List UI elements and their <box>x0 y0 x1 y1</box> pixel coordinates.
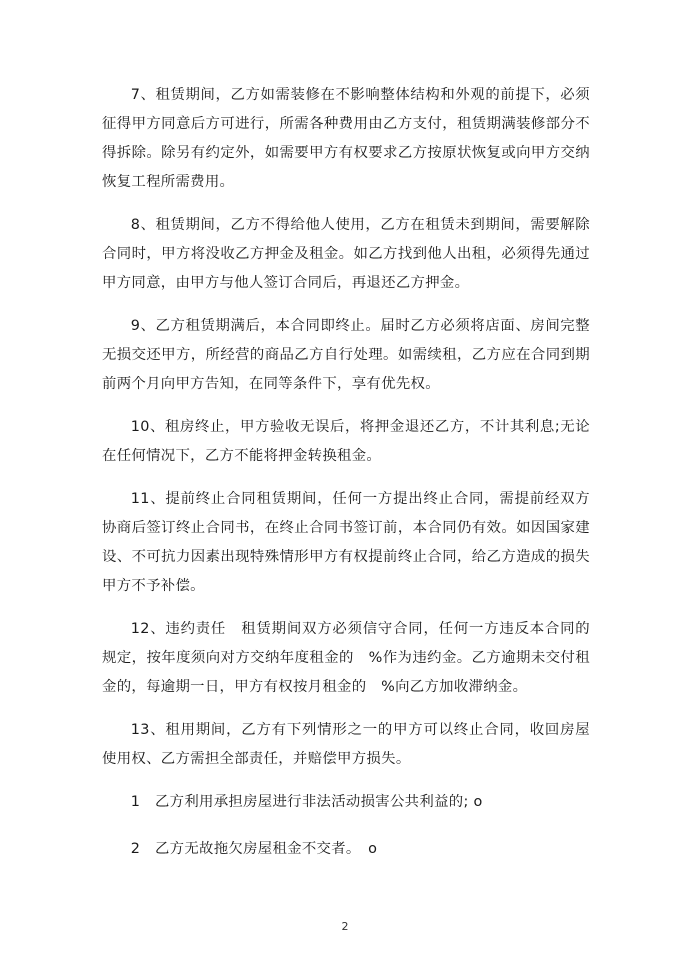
clause-7: 7、租赁期间，乙方如需装修在不影响整体结构和外观的前提下，必须征得甲方同意后方可进行，所需各种费用由乙方支付，租赁期满装修部分不得拆除。除另有约定外，如需要甲方有权要求乙方按原状恢复或向甲方交纳恢复工程所需费用。 <box>102 87 590 190</box>
clause-12: 12、违约责任 租赁期间双方必须信守合同，任何一方违反本合同的规定，按年度须向对方交纳年度租金的 %作为违约金。乙方逾期未交付租金的，每逾期一日，甲方有权按月租金的 %向乙方加收滞纳金。 <box>102 621 590 695</box>
list-item-1: 1 乙方利用承担房屋进行非法活动损害公共利益的; o <box>130 794 483 810</box>
clause-11: 11、提前终止合同租赁期间，任何一方提出终止合同，需提前经双方协商后签订终止合同书，在终止合同书签订前，本合同仍有效。如因国家建设、不可抗力因素出现特殊情形甲方有权提前终止合同，给乙方造成的损失甲方不予补偿。 <box>102 491 590 594</box>
clause-8: 8、租赁期间，乙方不得给他人使用，乙方在租赁未到期间，需要解除合同时，甲方将没收乙方押金及租金。如乙方找到他人出租，必须得先通过甲方同意，由甲方与他人签订合同后，再退还乙方押金。 <box>102 217 590 291</box>
document-body <box>102 81 590 882</box>
clause-9: 9、乙方租赁期满后，本合同即终止。届时乙方必须将店面、房间完整无损交还甲方，所经营的商品乙方自行处理。如需续租，乙方应在合同到期前两个月向甲方告知，在同等条件下，享有优先权。 <box>102 318 590 392</box>
list-item-2: 2 乙方无故拖欠房屋租金不交者。 o <box>130 841 378 857</box>
clause-13: 13、租用期间，乙方有下列情形之一的甲方可以终止合同，收回房屋使用权、乙方需担全部责任，并赔偿甲方损失。 <box>102 722 590 767</box>
page-number: 2 <box>341 920 349 933</box>
clause-10: 10、租房终止，甲方验收无误后，将押金退还乙方，不计其利息;无论在任何情况下，乙方不能将押金转换租金。 <box>102 419 590 464</box>
